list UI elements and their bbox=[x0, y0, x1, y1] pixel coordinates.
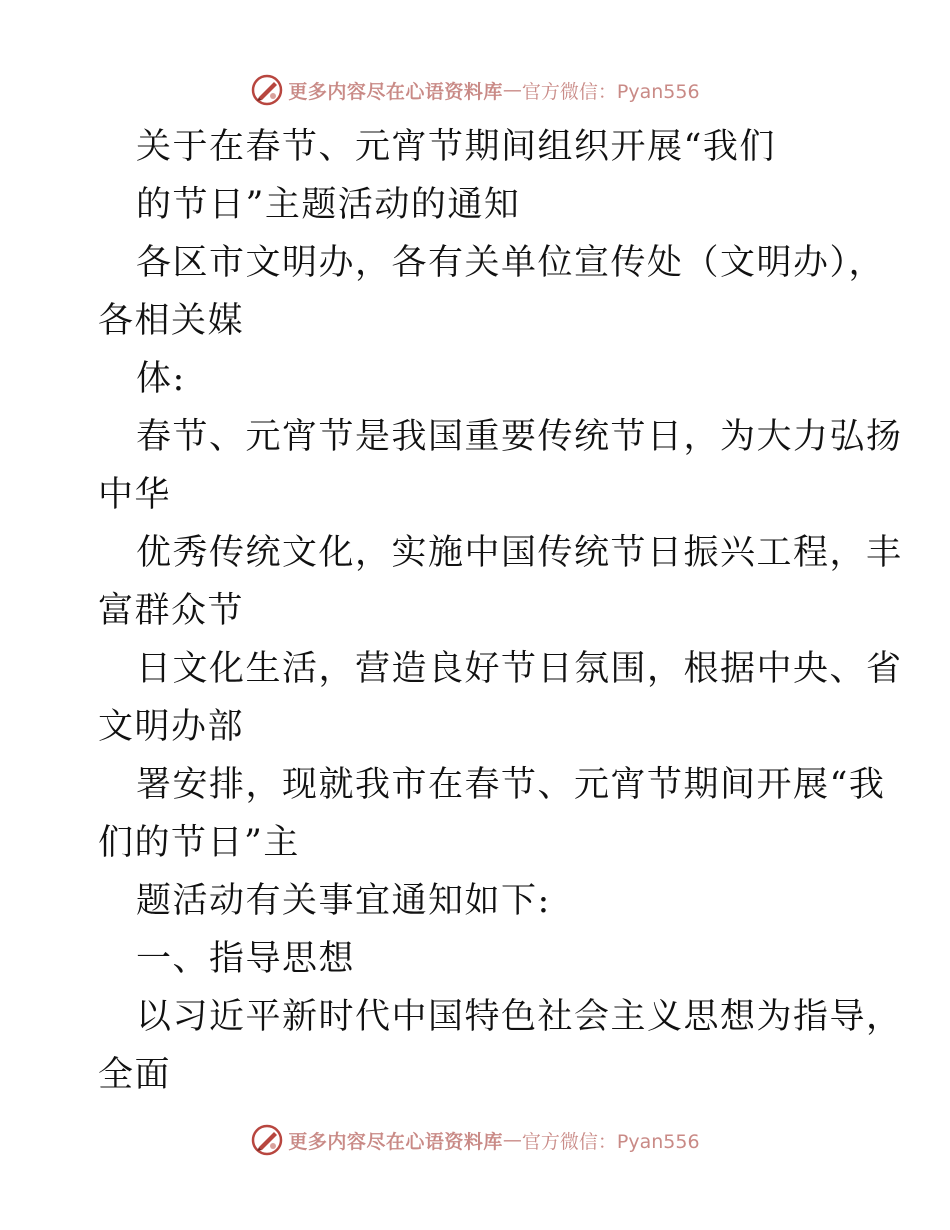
document-line: 们的节日”主 bbox=[98, 823, 300, 863]
document-line: 的节日”主题活动的通知 bbox=[136, 185, 521, 225]
document-line: 文明办部 bbox=[98, 707, 245, 747]
document-line: 题活动有关事宜通知如下: bbox=[136, 881, 551, 921]
document-line: 署安排，现就我市在春节、元宵节期间开展“我 bbox=[136, 765, 886, 805]
library-logo-icon bbox=[250, 1123, 284, 1157]
watermark-dash: — bbox=[502, 79, 522, 101]
document-line: 富群众节 bbox=[98, 591, 245, 631]
header-watermark bbox=[0, 70, 950, 110]
document-line: 一、指导思想 bbox=[136, 939, 356, 979]
footer-watermark bbox=[0, 1120, 950, 1160]
document-line: 优秀传统文化，实施中国传统节日振兴工程，丰 bbox=[136, 533, 903, 573]
library-logo-icon bbox=[250, 73, 284, 107]
watermark-account: 官方微信：Pyan556 bbox=[521, 1130, 700, 1153]
document-body bbox=[98, 118, 903, 1104]
document-line: 关于在春节、元宵节期间组织开展“我们 bbox=[136, 127, 776, 167]
document-line: 中华 bbox=[98, 475, 172, 515]
document-line: 春节、元宵节是我国重要传统节日，为大力弘扬 bbox=[136, 417, 903, 457]
watermark-brand: 更多内容尽在心语资料库 bbox=[288, 80, 503, 103]
watermark-brand: 更多内容尽在心语资料库 bbox=[288, 1130, 503, 1153]
document-line: 体: bbox=[136, 359, 186, 399]
document-line: 以习近平新时代中国特色社会主义思想为指导， bbox=[136, 997, 903, 1037]
document-line: 全面 bbox=[98, 1055, 172, 1095]
watermark-dash: — bbox=[502, 1129, 522, 1151]
document-line: 各相关媒 bbox=[98, 301, 245, 341]
watermark-account: 官方微信：Pyan556 bbox=[521, 80, 700, 103]
document-line: 各区市文明办，各有关单位宣传处（文明办）， bbox=[136, 243, 886, 283]
document-line: 日文化生活，营造良好节日氛围，根据中央、省 bbox=[136, 649, 903, 689]
